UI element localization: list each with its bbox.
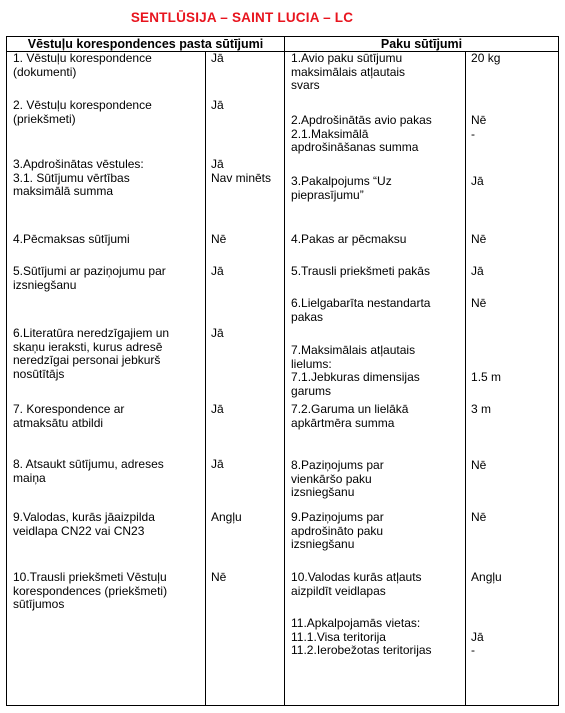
- letter-column: [7, 52, 285, 706]
- right-item-value: Jā -: [471, 629, 484, 657]
- left-item-value: Jā: [211, 402, 224, 416]
- right-item-label: 7.Maksimālais atļautais lielums: 7.1.Jebkuras dimensijas garums: [291, 343, 420, 398]
- left-item-value: Nē: [211, 232, 227, 246]
- right-item-value: Nē: [471, 296, 487, 310]
- right-item-label: 9.Paziņojums par apdrošināto paku izsniegšanu: [291, 510, 384, 551]
- left-item-label: 3.Apdrošinātas vēstules: 3.1. Sūtījumu vērtības maksimālā summa: [13, 157, 144, 198]
- right-item-label: 5.Trausli priekšmeti pakās: [291, 264, 430, 278]
- right-item-label: 10.Valodas kurās atļauts aizpildīt veidlapas: [291, 570, 422, 598]
- right-item-value: Jā: [471, 264, 484, 278]
- right-item-value: Nē: [471, 232, 487, 246]
- header-parcel-services: Paku sūtījumi: [285, 37, 559, 52]
- left-item-label: 5.Sūtījumi ar paziņojumu par izsniegšanu: [13, 264, 166, 292]
- right-item-label: 2.Apdrošinātās avio pakas 2.1.Maksimālā apdrošināšanas summa: [291, 113, 432, 154]
- document-title: SENTLŪSIJA – SAINT LUCIA – LC: [130, 10, 354, 25]
- right-item-label: 6.Lielgabarīta nestandarta pakas: [291, 296, 431, 324]
- header-letter-services: Vēstuļu korespondences pasta sūtījumi: [7, 37, 285, 52]
- right-item-label: 8.Paziņojums par vienkāršo paku izsniegšanu: [291, 458, 384, 499]
- left-item-value: Jā: [211, 457, 224, 471]
- services-table: [6, 36, 559, 706]
- right-item-value: 3 m: [471, 402, 492, 416]
- right-item-value: Jā: [471, 174, 484, 188]
- left-item-value: Jā: [211, 264, 224, 278]
- left-item-value: Jā: [211, 98, 224, 112]
- left-item-value: Jā: [211, 326, 224, 340]
- left-item-label: 7. Korespondence ar atmaksātu atbildi: [13, 402, 125, 430]
- left-item-label: 4.Pēcmaksas sūtījumi: [13, 232, 130, 246]
- left-item-label: 6.Literatūra neredzīgajiem un skaņu ieraksti, kurus adresē neredzīgai personai jebkurš nosūtītājs: [13, 326, 170, 381]
- right-item-label: 1.Avio paku sūtījumu maksimālais atļautais svars: [291, 51, 406, 92]
- right-item-value: Nē: [471, 510, 487, 524]
- left-item-value: Jā Nav minēts: [211, 157, 272, 185]
- right-item-value: Nē -: [471, 113, 487, 141]
- left-item-label: 1. Vēstuļu korespondence (dokumenti): [13, 51, 152, 79]
- right-item-value: 20 kg: [471, 51, 501, 65]
- column-divider: [465, 52, 466, 705]
- right-item-label: 11.Apkalpojamās vietas: 11.1.Visa teritorija 11.2.Ierobežotas teritorijas: [291, 616, 432, 657]
- left-item-label: 2. Vēstuļu korespondence (priekšmeti): [13, 98, 152, 126]
- right-item-label: 7.2.Garuma un lielākā apkārtmēra summa: [291, 402, 409, 430]
- right-item-value: 1.5 m: [471, 370, 502, 384]
- right-item-label: 3.Pakalpojums “Uz pieprasījumu”: [291, 174, 392, 202]
- left-item-label: 8. Atsaukt sūtījumu, adreses maiņa: [13, 457, 164, 485]
- parcel-column: [285, 52, 559, 706]
- left-item-label: 10.Trausli priekšmeti Vēstuļu korespondences (priekšmeti) sūtījumos: [13, 570, 168, 611]
- right-item-value: Nē: [471, 458, 487, 472]
- right-item-value: Angļu: [471, 570, 502, 584]
- left-item-label: 9.Valodas, kurās jāaizpilda veidlapa CN22 vai CN23: [13, 510, 155, 538]
- column-divider: [205, 52, 206, 705]
- left-item-value: Angļu: [211, 510, 242, 524]
- left-item-value: Nē: [211, 570, 227, 584]
- left-item-value: Jā: [211, 51, 224, 65]
- right-item-label: 4.Pakas ar pēcmaksu: [291, 232, 407, 246]
